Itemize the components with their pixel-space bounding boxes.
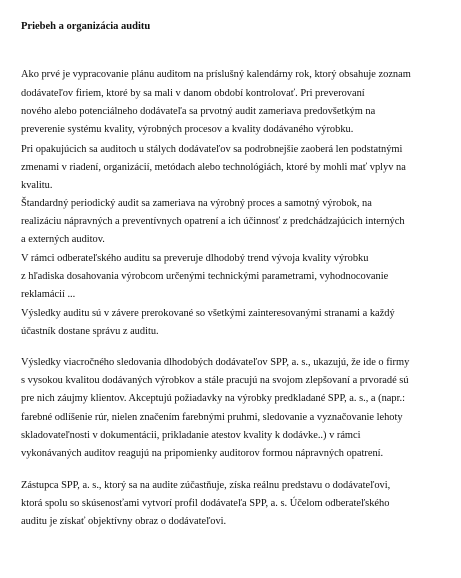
text-line: preverenie systému kvality, výrobných procesov a kvality dodávaného výrobku. — [21, 124, 354, 135]
text-line: a externých auditov. — [21, 234, 105, 245]
text-line: kvalitu. — [21, 180, 53, 191]
text-line: zmenami v riadení, organizácií, metódach alebo technológiách, ktoré by mohli mať vplyv na — [21, 162, 406, 173]
text-line: z hľadiska dosahovania výrobcom určenými technickými parametrami, vyhodnocovanie — [21, 271, 389, 282]
text-line: ktorá spolu so skúsenosťami vytvorí profil dodávateľa SPP, a. s. Účelom odberateľského — [21, 498, 390, 509]
text-line: dodávateľov firiem, ktoré by sa mali v danom období kontrolovať. Pri preverovaní — [21, 88, 365, 99]
text-line: s vysokou kvalitou dodávaných výrobkov a stále pracujú na svojom zlepšovaní a prvoradé sú — [21, 375, 409, 386]
text-line: skladovateľnosti v dokumentácii, prikladanie atestov kvality k dodávke..) v rámci — [21, 430, 361, 441]
text-line: vykonávaných auditov reagujú na pripomienky auditorov formou nápravných opatrení. — [21, 448, 384, 459]
text-line: pre nich záujmy klientov. Akceptujú požiadavky na výrobky predkladané SPP, a. s., a (napr.: — [21, 393, 405, 404]
document-title: Priebeh a organizácia auditu — [21, 21, 151, 32]
text-line: Výsledky viacročného sledovania dlhodobých dodávateľov SPP, a. s., ukazujú, že ide o firmy — [21, 357, 410, 368]
text-line: Ako prvé je vypracovanie plánu auditom na príslušný kalendárny rok, ktorý obsahuje zoznam — [21, 69, 411, 80]
text-line: nového alebo potenciálneho dodávateľa sa prvotný audit zameriava predovšetkým na — [21, 106, 376, 117]
text-line: Štandardný periodický audit sa zameriava na výrobný proces a samotný výrobok, na — [21, 198, 372, 209]
text-line: Pri opakujúcich sa auditoch u stálych dodávateľov sa podrobnejšie zaoberá len podstatnými — [21, 144, 403, 155]
text-line: auditu je získať objektívny obraz o dodávateľovi. — [21, 516, 227, 527]
text-line: farebné odlíšenie rúr, nielen značením farebnými pruhmi, sledovanie a vyznačovanie lehoty — [21, 412, 403, 423]
text-line: Výsledky auditu sú v závere prerokované so všetkými zainteresovanými stranami a každý — [21, 308, 395, 319]
text-line: Zástupca SPP, a. s., ktorý sa na audite zúčastňuje, získa reálnu predstavu o dodávateľovi, — [21, 480, 391, 491]
text-line: reklamácií ... — [21, 289, 76, 300]
text-line: V rámci odberateľského auditu sa preveruje dlhodobý trend vývoja kvality výrobku — [21, 253, 369, 264]
text-line: účastník dostane správu z auditu. — [21, 326, 159, 337]
text-line: realizáciu nápravných a preventívnych opatrení a ich účinnosť z predchádzajúcich interných — [21, 216, 405, 227]
